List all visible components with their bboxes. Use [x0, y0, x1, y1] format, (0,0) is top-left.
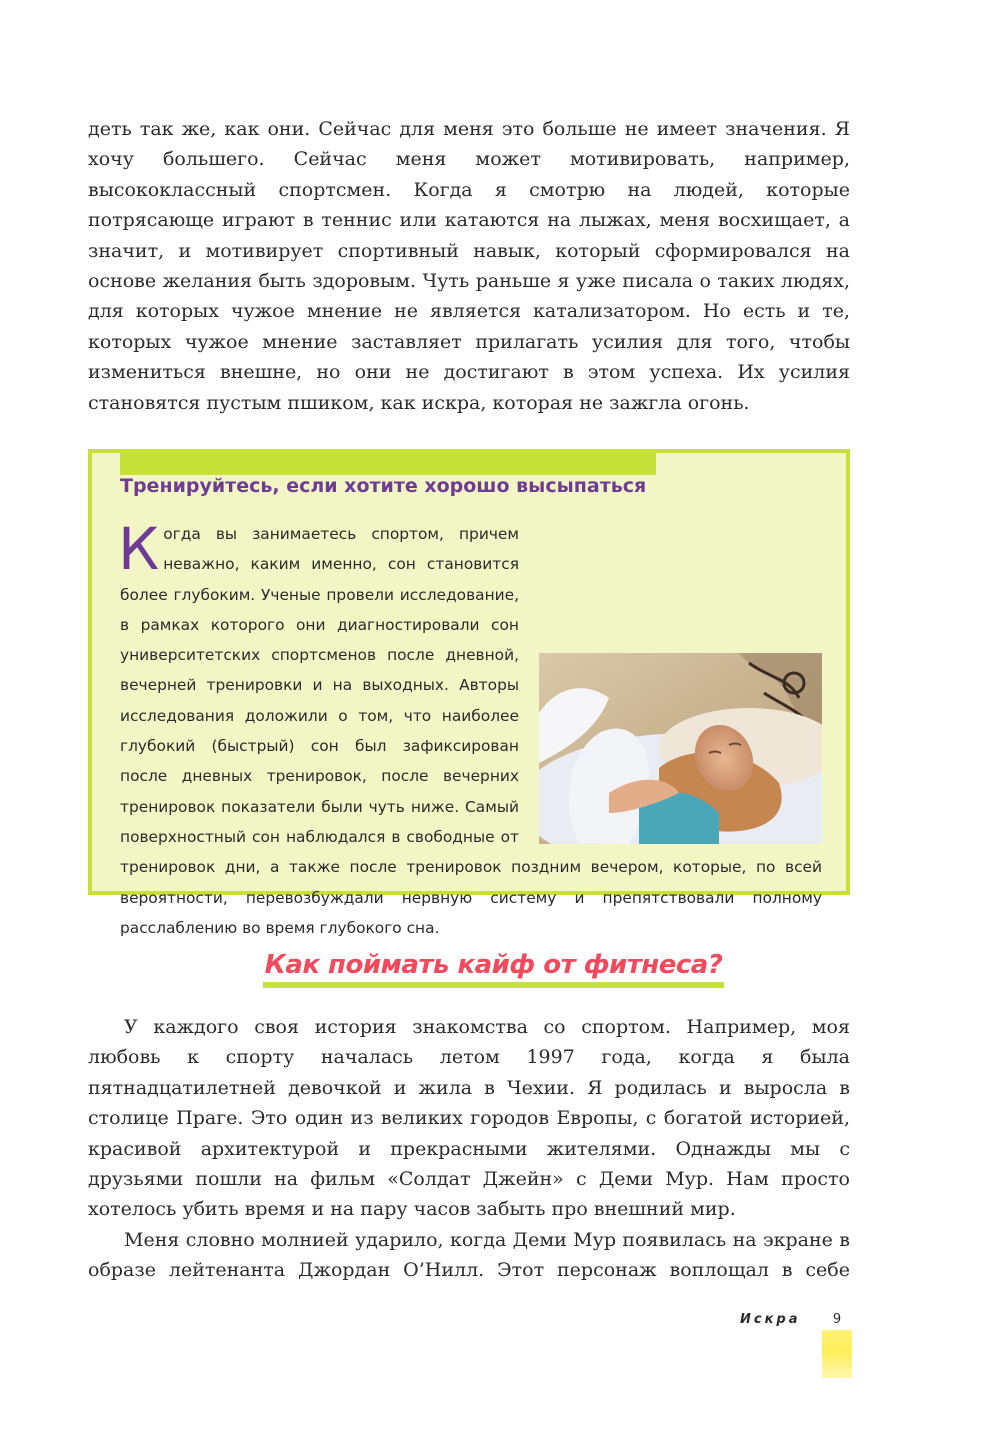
sidebar-box: [88, 449, 850, 937]
sleeping-woman-photo: [539, 653, 822, 844]
sidebar-body: [118, 515, 822, 943]
sidebar-heading: Тренируйтесь, если хотите хорошо высыпаться: [120, 475, 647, 497]
main-paragraph-1: У каждого своя история знакомства со спортом. Например, моя любовь к спорту началась летом 1997 года, когда я была пятнадцатилетней девочкой и жила в Чехии. Я родилась и выросла в столице Праге. Это один из великих городов Европы, с богатой историей, красивой архитектурой и прекрасными жителями. Однажды мы с друзьями пошли на фильм «Солдат Джейн» с Деми Мур. Нам просто хотелось убить время и на пару часов забыть про внешний мир.: [88, 1016, 850, 1221]
drop-cap: К: [118, 515, 160, 583]
section-title: [0, 950, 987, 988]
intro-paragraph: деть так же, как они. Сейчас для меня это больше не имеет значения. Я хочу большего. Сейчас меня может мотивировать, например, высококлассный спортсмен. Когда я смотрю на людей, которые потрясающе играют в теннис или катаются на лыжах, меня восхищает, а значит, и мотивирует спортивный навык, который сформировался на основе желания быть здоровым. Чуть раньше я уже писала о таких людях, для которых чужое мнение не является катализатором. Но есть и те, которых чужое мнение заставляет прилагать усилия для того, чтобы измениться внешне, но они не достигают в этом успеха. Их усилия становятся пустым пшиком, как искра, которая не зажгла огонь.: [88, 118, 850, 414]
page-tab: [822, 1330, 852, 1378]
running-title: Искра: [740, 1312, 801, 1327]
section-title-text: Как поймать кайф от фитнеса?: [263, 950, 725, 988]
sidebar-body-text: огда вы занимаетесь спортом, причем неважно, каким именно, сон становится более глубоким. Ученые провели исследование, в рамках которого они диагностировали сон университетских спортсменов после дневной, вечерней тренировки и на выходных. Авторы исследования доложили о том, что наиболее глубокий (быстрый) сон был зафиксирован после дневных тренировок, после вечерних тренировок показатели были чуть ниже. Самый поверхностный сон наблюдался в свободные от тренировок дни, а также после тренировок поздним вечером, которые, по всей вероятности, перевозбуждали нервную систему и препятствовали полному расслаблению во время глубокого сна.: [120, 525, 822, 937]
main-text: [88, 1012, 850, 1286]
main-paragraph-2: Меня словно молнией ударило, когда Деми Мур появилась на экране в образе лейтенанта Джордан О’Нилл. Этот персонаж воплощал в себе: [88, 1228, 850, 1282]
sidebar-heading-band: [120, 453, 656, 475]
page-number: 9: [832, 1312, 842, 1327]
